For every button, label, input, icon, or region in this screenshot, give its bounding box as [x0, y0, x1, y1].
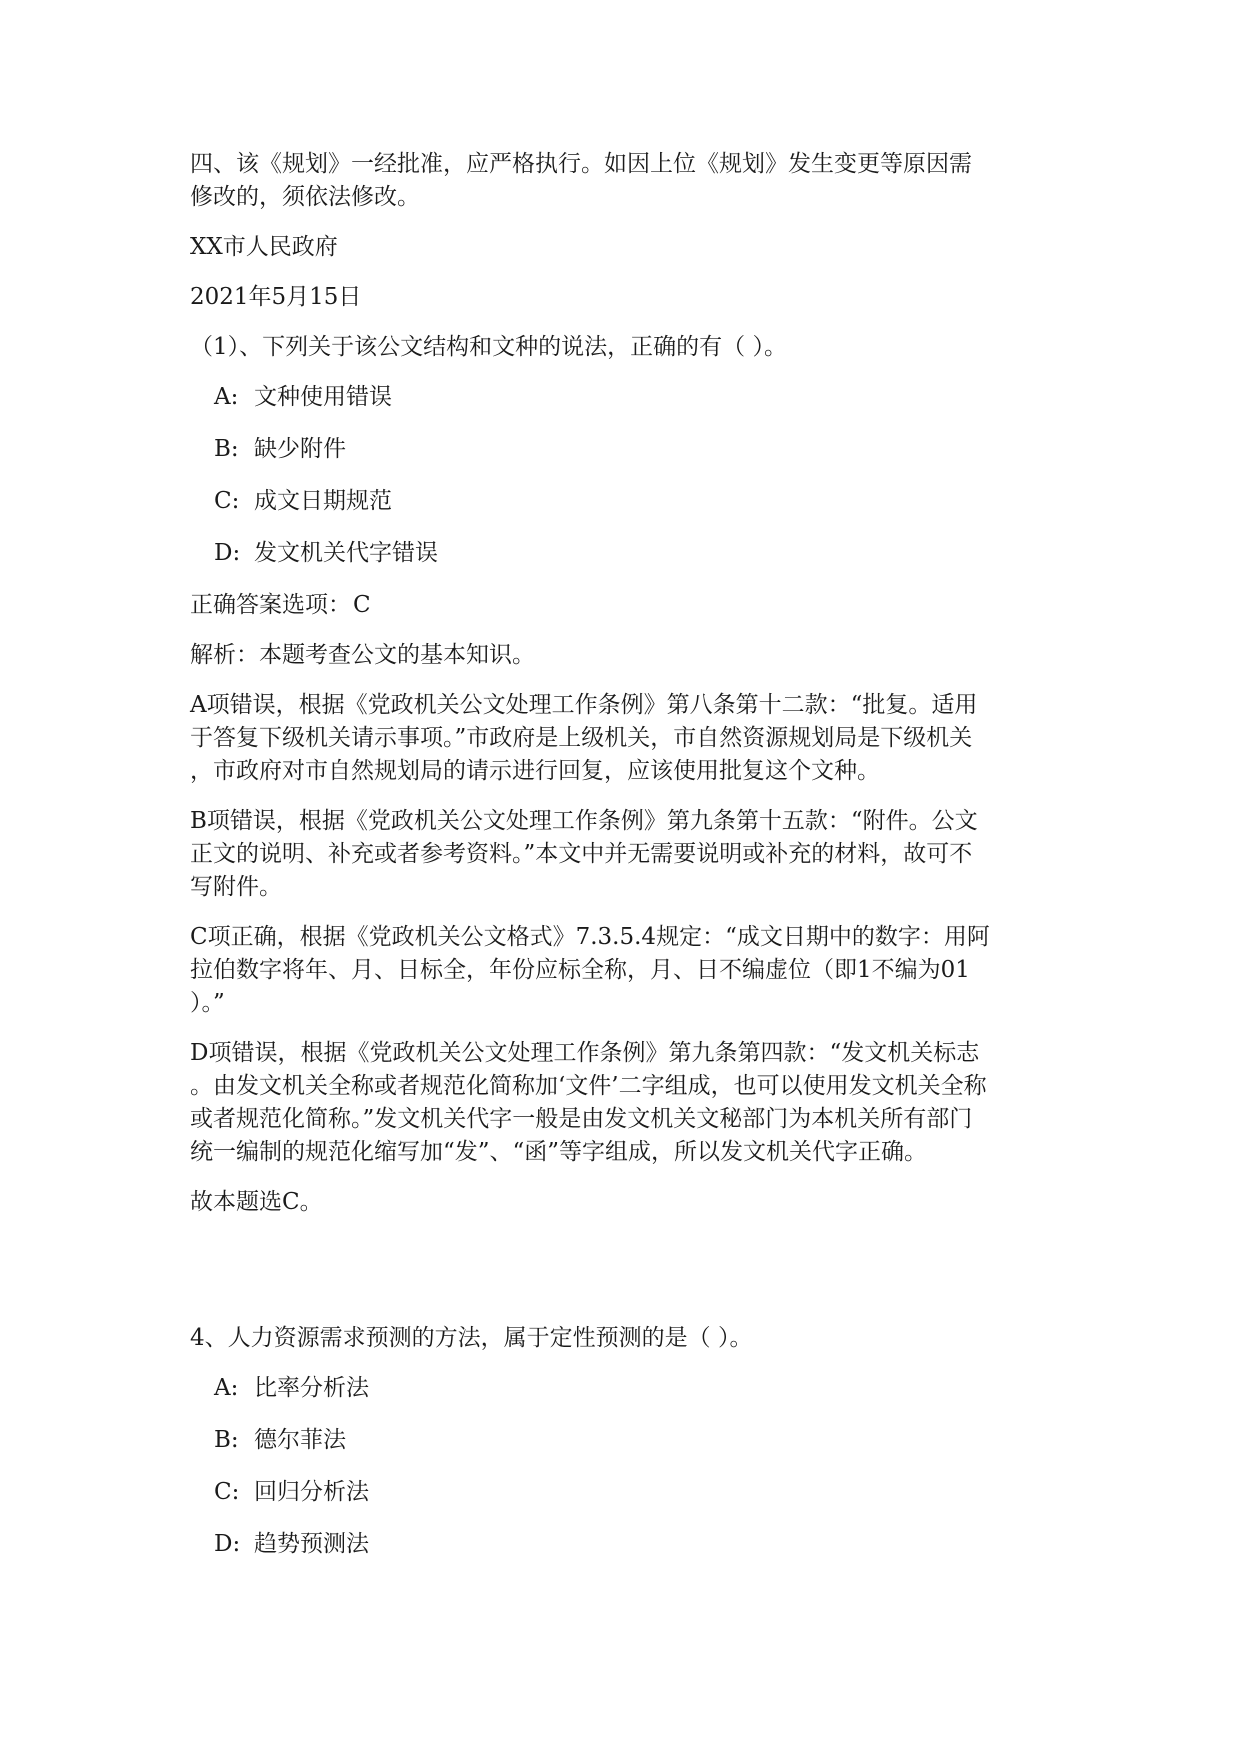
text-line: A项错误，根据《党政机关公文处理工作条例》第八条第十二款：“批复。适用 — [190, 692, 978, 718]
text-line: B项错误，根据《党政机关公文处理工作条例》第九条第十五款：“附件。公文 — [190, 808, 978, 834]
spacer — [190, 1236, 1050, 1322]
text-line: 统一编制的规范化缩写加“发”、“函”等字组成，所以发文机关代字正确。 — [190, 1139, 928, 1165]
question-1-stem: （1）、下列关于该公文结构和文种的说法，正确的有（ ）。 — [190, 334, 787, 360]
option-letter: C: — [214, 1479, 240, 1505]
issue-date: 2021年5月15日 — [190, 284, 362, 310]
text-line: 于答复下级机关请示事项。”市政府是上级机关，市自然资源规划局是下级机关 — [190, 725, 973, 751]
option-text: 回归分析法 — [254, 1479, 369, 1505]
option-letter: B: — [214, 436, 239, 462]
option-letter: A: — [214, 384, 239, 410]
analysis-paragraph-a — [190, 689, 1050, 788]
option-text: 发文机关代字错误 — [254, 540, 438, 566]
option-letter: D: — [214, 1531, 241, 1557]
option-text: 成文日期规范 — [254, 488, 392, 514]
analysis-paragraph-d — [190, 1037, 1050, 1169]
text-line: 修改的，须依法修改。 — [190, 184, 420, 210]
option-letter: A: — [214, 1375, 239, 1401]
question-4-option-c — [214, 1476, 1050, 1509]
answer-label: 正确答案选项： — [190, 592, 351, 618]
text-line: 写附件。 — [190, 874, 282, 900]
text-line: 。由发文机关全称或者规范化简称加‘文件’二字组成，也可以使用发文机关全称 — [190, 1073, 987, 1099]
conclusion: 故本题选C。 — [190, 1189, 323, 1215]
text-line: C项正确，根据《党政机关公文格式》7.3.5.4规定：“成文日期中的数字：用阿 — [190, 924, 990, 950]
text-line: 或者规范化简称。”发文机关代字一般是由发文机关文秘部门为本机关所有部门 — [190, 1106, 973, 1132]
analysis-paragraph-c — [190, 921, 1050, 1020]
question-1-option-c — [214, 485, 1050, 518]
text-line: ）。” — [190, 990, 225, 1016]
option-letter: B: — [214, 1427, 239, 1453]
correct-answer — [190, 589, 1050, 622]
answer-value: C — [353, 592, 371, 618]
analysis-intro: 解析：本题考查公文的基本知识。 — [190, 642, 535, 668]
option-text: 文种使用错误 — [254, 384, 392, 410]
option-letter: D: — [214, 540, 241, 566]
analysis-paragraph-b — [190, 805, 1050, 904]
question-1-option-a — [214, 381, 1050, 414]
clause-four — [190, 148, 1050, 214]
text-line: ，市政府对市自然规划局的请示进行回复，应该使用批复这个文种。 — [190, 758, 880, 784]
issuer-name: XX市人民政府 — [190, 234, 338, 260]
option-text: 缺少附件 — [254, 436, 346, 462]
text-line: D项错误，根据《党政机关公文处理工作条例》第九条第四款：“发文机关标志 — [190, 1040, 980, 1066]
text-line: 正文的说明、补充或者参考资料。”本文中并无需要说明或补充的材料，故可不 — [190, 841, 973, 867]
question-4-option-a — [214, 1372, 1050, 1405]
option-text: 趋势预测法 — [254, 1531, 369, 1557]
question-4-option-d — [214, 1528, 1050, 1561]
document-page — [190, 148, 1050, 1580]
question-1-option-b — [214, 433, 1050, 466]
question-4-stem: 4、人力资源需求预测的方法，属于定性预测的是（ ）。 — [190, 1325, 753, 1351]
option-text: 比率分析法 — [254, 1375, 369, 1401]
text-line: 四、该《规划》一经批准，应严格执行。如因上位《规划》发生变更等原因需 — [190, 151, 972, 177]
option-letter: C: — [214, 488, 240, 514]
question-4-option-b — [214, 1424, 1050, 1457]
option-text: 德尔菲法 — [254, 1427, 346, 1453]
question-1-option-d — [214, 537, 1050, 570]
text-line: 拉伯数字将年、月、日标全，年份应标全称，月、日不编虚位（即1不编为01 — [190, 957, 970, 983]
